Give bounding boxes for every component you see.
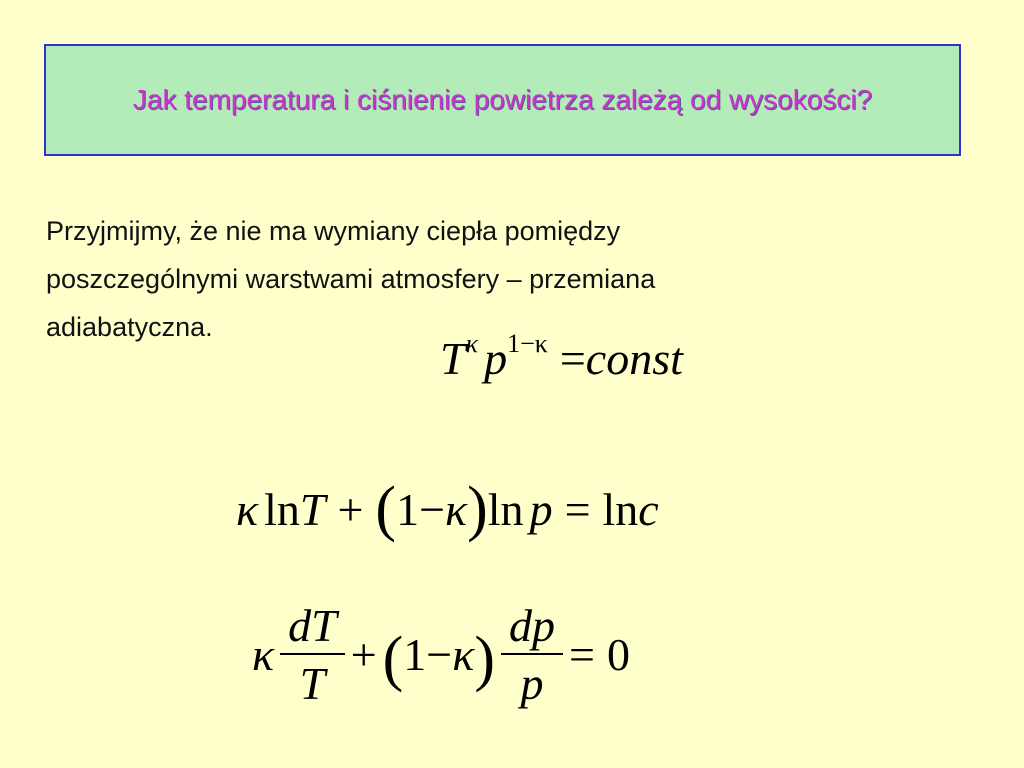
- equation-log-form: [236, 474, 659, 543]
- eq2-lparen: (: [375, 475, 397, 543]
- equation-differential: [252, 590, 630, 720]
- eq3-numerator-dT: dT: [288, 600, 337, 651]
- eq1-equals: =: [559, 333, 586, 384]
- slide-title: Jak temperatura i ciśnienie powietrza zależą od wysokości?: [132, 84, 873, 115]
- eq3-rparen: ): [474, 625, 495, 693]
- eq1-rhs: const: [585, 333, 683, 384]
- title-box: [44, 44, 961, 156]
- eq2-ln-2: ln: [487, 484, 524, 535]
- eq2-p: p: [529, 484, 553, 535]
- equation-adiabatic: [440, 329, 683, 384]
- eq3-kappa: κ: [252, 629, 275, 680]
- body-line-2: poszczególnymi warstwami atmosfery – przemiana: [46, 264, 656, 294]
- fraction-dT-over-T: [280, 600, 345, 709]
- body-line-3: adiabatyczna.: [46, 312, 213, 342]
- eq2-rparen: ): [467, 475, 488, 543]
- eq2-plus: +: [337, 484, 364, 535]
- eq3-zero: 0: [606, 629, 630, 680]
- body-paragraph: [46, 207, 846, 351]
- eq3-plus: +: [350, 629, 377, 680]
- eq3-kappa-2: κ: [452, 629, 475, 680]
- eq3-denominator-p: p: [520, 658, 544, 709]
- eq2-c: c: [638, 484, 659, 535]
- eq2-minus: −: [419, 484, 446, 535]
- eq3-denominator-T: T: [299, 658, 326, 709]
- eq2-ln-3: ln: [602, 484, 639, 535]
- eq1-kappa-exponent: κ: [465, 329, 479, 358]
- eq2-T: T: [299, 484, 326, 535]
- eq1-p-exponent: 1−κ: [507, 329, 548, 358]
- eq2-ln-1: ln: [264, 484, 300, 535]
- eq3-lparen: (: [382, 625, 404, 693]
- eq3-one: 1: [403, 629, 427, 680]
- eq3-equals: =: [569, 629, 595, 680]
- eq2-kappa: κ: [236, 484, 259, 535]
- eq3-minus: −: [426, 629, 453, 680]
- eq2-one: 1: [396, 484, 420, 535]
- fraction-dp-over-p: [501, 600, 563, 709]
- body-line-1: Przyjmijmy, że nie ma wymiany ciepła pomiędzy: [46, 216, 621, 246]
- eq1-p: p: [484, 333, 508, 384]
- eq1-T: T: [440, 333, 466, 384]
- eq3-numerator-dp: dp: [509, 600, 555, 651]
- eq2-equals: =: [564, 484, 591, 535]
- eq2-kappa-2: κ: [445, 484, 468, 535]
